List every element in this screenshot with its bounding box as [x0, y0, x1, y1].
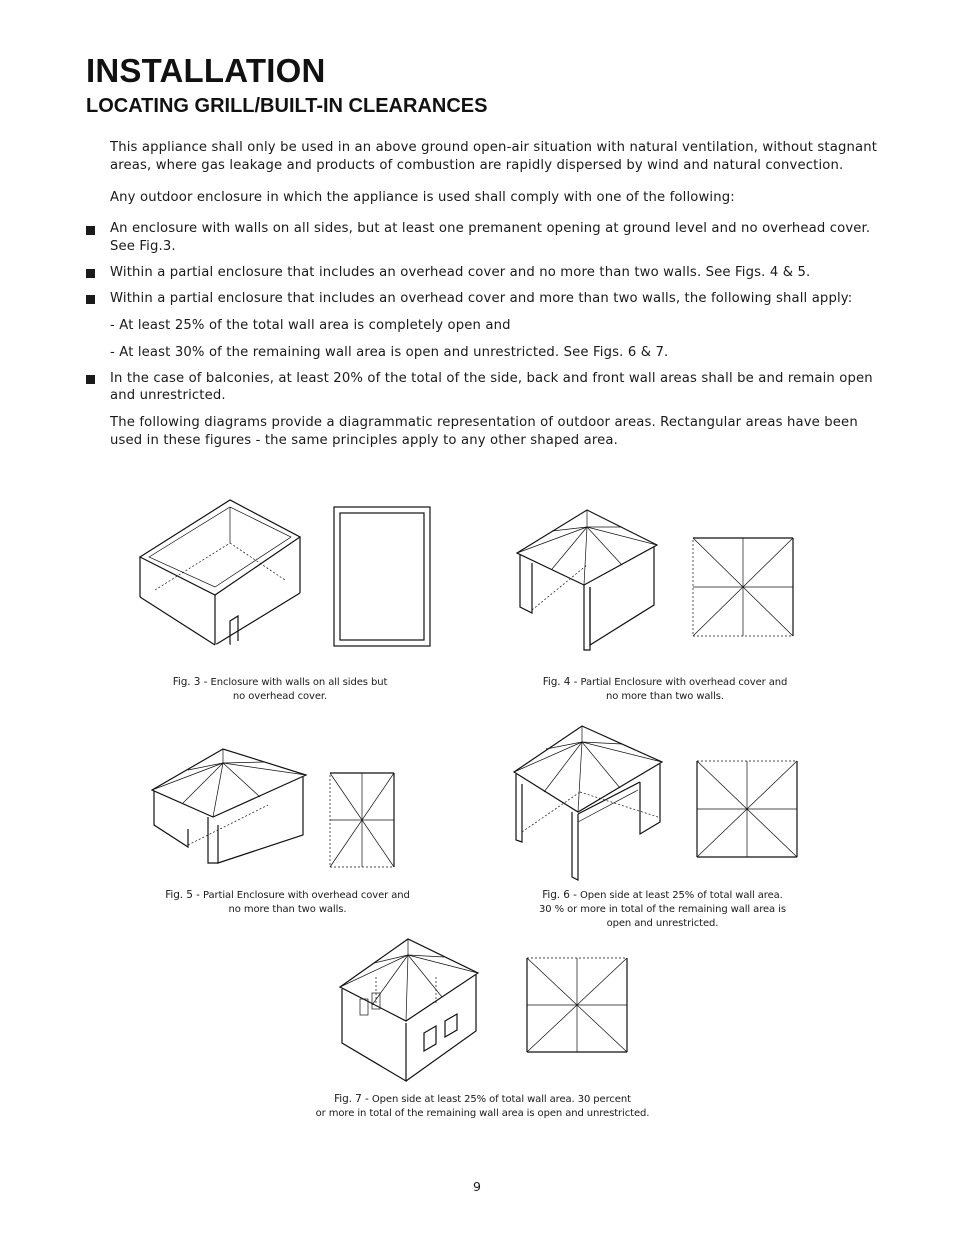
- bullet-marker: [86, 295, 95, 304]
- bullet-3: Within a partial enclosure that includes an overhead cover and more than two walls, the following shall apply:: [110, 291, 853, 306]
- fig3-caption: Fig. 3 - Enclosure with walls on all sides but no overhead cover.: [172, 676, 388, 702]
- bullet-3-sub-1: - At least 25% of the total wall area is completely open and: [110, 318, 511, 333]
- bullet-2: Within a partial enclosure that includes an overhead cover and no more than two walls. See Figs. 4 & 5.: [110, 265, 811, 280]
- fig7-caption: Fig. 7 - Open side at least 25% of total wall area. 30 percent or more in total of the remaining wall area is open and unrestricted.: [315, 1093, 650, 1119]
- fig6-caption: Fig. 6 - Open side at least 25% of total wall area. 30 % or more in total of the remaining wall area is open and unrestricted.: [539, 889, 786, 929]
- page-number: 9: [473, 1179, 481, 1194]
- diagram-note-line-2: used in these figures - the same principles apply to any other shaped area.: [110, 433, 618, 448]
- diagram-note-line-1: The following diagrams provide a diagrammatic representation of outdoor areas. Rectangular areas have been: [110, 415, 858, 430]
- fig3-enclosure-drawing: [135, 495, 310, 650]
- bullet-4-line-1: In the case of balconies, at least 20% of the total of the side, back and front wall areas shall be and remain open: [110, 371, 873, 386]
- bullet-4-line-2: and unrestricted.: [110, 388, 226, 403]
- intro-line-2: areas, where gas leakage and products of combustion are rapidly dispersed by wind and natural convection.: [110, 158, 844, 173]
- fig6-pavilion-drawing: [510, 722, 670, 882]
- bullet-1-line-2: See Fig.3.: [110, 239, 176, 254]
- fig5-pavilion-drawing: [148, 745, 313, 865]
- fig4-caption: Fig. 4 - Partial Enclosure with overhead cover and no more than two walls.: [542, 676, 788, 702]
- bullet-marker: [86, 375, 95, 384]
- fig6-plan-view: [694, 758, 800, 860]
- bullet-3-sub-2: - At least 30% of the remaining wall area is open and unrestricted. See Figs. 6 & 7.: [110, 345, 669, 360]
- fig7-plan-view: [524, 955, 630, 1055]
- fig4-pavilion-drawing: [512, 505, 662, 650]
- intro-line-1: This appliance shall only be used in an above ground open-air situation with natural ventilation, without stagnant: [110, 140, 878, 155]
- fig7-pavilion-drawing: [336, 935, 484, 1085]
- bullet-marker: [86, 226, 95, 235]
- fig4-plan-view: [690, 535, 796, 639]
- fig5-plan-view: [327, 770, 397, 870]
- enclosure-intro: Any outdoor enclosure in which the appliance is used shall comply with one of the following:: [110, 190, 735, 205]
- section-heading: LOCATING GRILL/BUILT-IN CLEARANCES: [86, 95, 488, 117]
- bullet-1-line-1: An enclosure with walls on all sides, but at least one premanent opening at ground level and no overhead cover.: [110, 221, 871, 236]
- fig3-plan-view: [333, 505, 433, 650]
- fig5-caption: Fig. 5 - Partial Enclosure with overhead cover and no more than two walls.: [165, 889, 410, 915]
- page-heading: INSTALLATION: [86, 52, 326, 89]
- bullet-marker: [86, 269, 95, 278]
